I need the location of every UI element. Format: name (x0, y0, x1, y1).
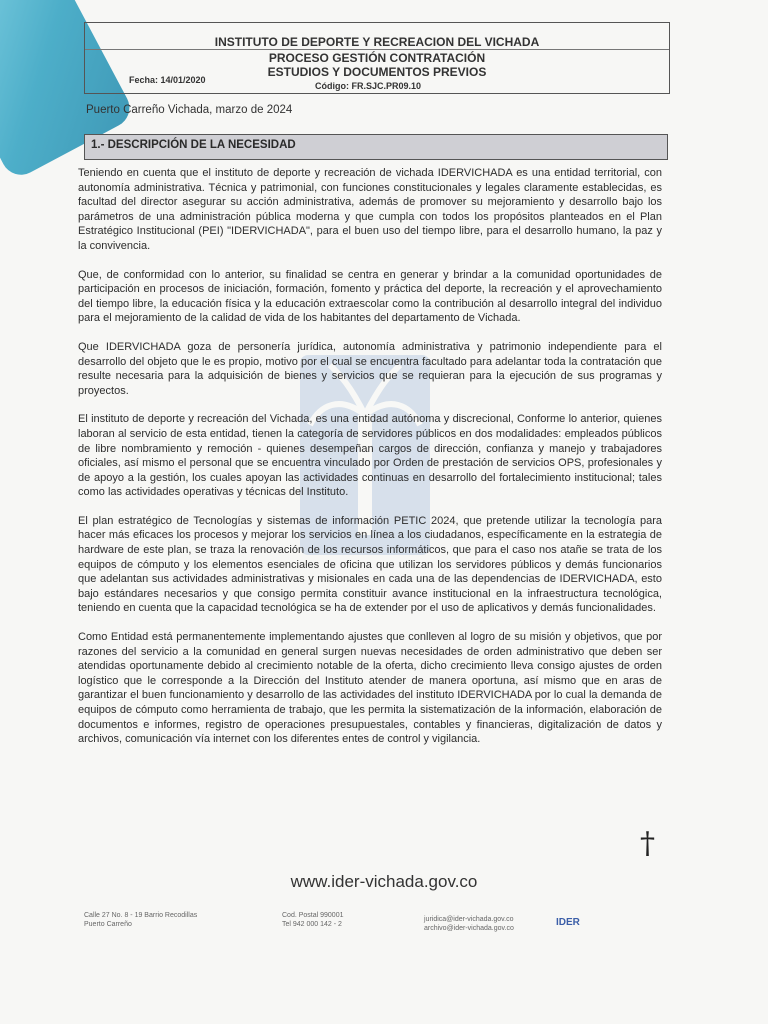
ider-logo: IDER (556, 917, 580, 928)
paragraph: Que, de conformidad con lo anterior, su finalidad se centra en generar y brindar a la comunidad oportunidades de participación en procesos de iniciación, formación, fomento y práctica del deporte, la recreación y el aprovechamiento del tiempo libre, la educación física y la educación extraescolar como la contribución al desarrollo integral del individuo para el mejoramiento de la calidad de vida de los habitantes del departamento de Vichada. (78, 268, 662, 325)
document-header (84, 22, 670, 94)
footer-address-line-2: Puerto Carreño (84, 921, 132, 928)
footer-email-1: juridica@ider-vichada.gov.co (424, 916, 514, 923)
section-title: 1.- DESCRIPCIÓN DE LA NECESIDAD (91, 139, 296, 151)
process-title: PROCESO GESTIÓN CONTRATACIÓN (268, 51, 486, 65)
header-code: Código: FR.SJC.PR09.10 (315, 81, 422, 91)
page-footer (84, 905, 684, 945)
footer-postal-line-1: Cod. Postal 990001 (282, 912, 344, 919)
paragraph: El plan estratégico de Tecnologías y sistemas de información PETIC 2024, que pretende utilizar la tecnología para hacer más eficaces los procesos y mejorar los servicios en línea a los ciudadanos, específicamente en la estrategia de hardware de este plan, se traza la renovación de los recursos informáticos, que para el caso nos atañe se trata de los equipos de cómputo y los elementos esenciales de oficina que utilizan los servidores públicos y demás funcionarios que adelantan sus actividades administrativas y misionales en cada una de las dependencias de IDERVICHADA, esto bajo estándares necesarios y que consigo permita constituir avance institucional en la infraestructura tecnológica, teniendo en cuenta que la capacidad tecnológica se ha de extender por el uso de aplicativos y demás funcionalidades. (78, 514, 662, 615)
description-body (78, 166, 662, 761)
section-header-bar (84, 134, 668, 160)
document-type-title: ESTUDIOS Y DOCUMENTOS PREVIOS (267, 65, 487, 79)
website-url: www.ider-vichada.gov.co (290, 872, 478, 891)
footer-postal (282, 911, 344, 929)
header-date: Fecha: 14/01/2020 (129, 75, 206, 85)
paragraph: El instituto de deporte y recreación del Vichada, es una entidad autónoma y discrecional, Conforme lo anterior, quienes laboran al servicio de esta entidad, tienen la categoría de servidores públicos en dos modalidades: empleados públicos de libre nombramiento y remoción - quienes desempeñan cargos de dirección, confianza y manejo y trabajadores oficiales, así mismo el personal que se encuentra vinculado por Orden de prestación de servicios OPS, profesionales y de apoyo a la gestión, los cuales apoyan las actividades continuas en desarrollo del fortalecimiento institucional; tales como las actividades operativas y técnicas del Instituto. (78, 413, 662, 499)
handwritten-mark: † (640, 826, 655, 861)
footer-address-line-1: Calle 27 No. 8 - 19 Barrio Recodillas (84, 912, 198, 919)
header-divider (85, 49, 669, 50)
footer-postal-line-2: Tel 942 000 142 - 2 (282, 921, 342, 928)
place-date-line: Puerto Carreño Vichada, marzo de 2024 (86, 104, 293, 116)
footer-address (84, 911, 197, 929)
footer-emails (424, 915, 514, 933)
institution-title: INSTITUTO DE DEPORTE Y RECREACION DEL VICHADA (214, 35, 540, 49)
footer-email-2: archivo@ider-vichada.gov.co (424, 925, 514, 932)
paragraph: Teniendo en cuenta que el instituto de deporte y recreación de vichada IDERVICHADA es una entidad territorial, con autonomía administrativa. Técnica y patrimonial, con funciones constitucionales y legales claramente establecidas, es facultad del director asegurar su acción administrativa, además de promover su mejoramiento y desarrollo bajo los parámetros de una administración pública moderna y que cumpla con todos los propósitos planteados en el Plan Estratégico Institucional (PEI) "IDERVICHADA", para el buen uso del tiempo libre, para el desarrollo humano, la paz y la convivencia. (78, 167, 662, 252)
paragraph: Como Entidad está permanentemente implementando ajustes que conlleven al logro de su misión y objetivos, que por razones del servicio a la comunidad en general surgen nuevas necesidades de orden administrativo que deben ser atendidas oportunamente debido al crecimiento notable de la oferta, dicho crecimiento lleva consigo ajustes de orden logístico que le corresponde a la Dirección del Instituto atender de manera oportuna, así mismo que en aras de garantizar el buen funcionamiento y desarrollo de las actividades del instituto IDERVICHADA por lo cual la demanda de equipos de cómputo como herramienta de trabajo, que les permita la sistematización de la información, elaboración de documentos e informes, registro de operaciones presupuestales, contables y financieras, digitalización de datos y archivos, comunicación vía internet con los diferentes entes de control y vigilancia. (78, 631, 662, 746)
paragraph: Que IDERVICHADA goza de personería jurídica, autonomía administrativa y patrimonio independiente para el desarrollo del objeto que le es propio, motivo por el cual se encuentra facultado para adelantar toda la contratación que resulte necesaria para la adquisición de bienes y servicios que se requieran para la ejecución de sus programas y proyectos. (78, 340, 662, 397)
